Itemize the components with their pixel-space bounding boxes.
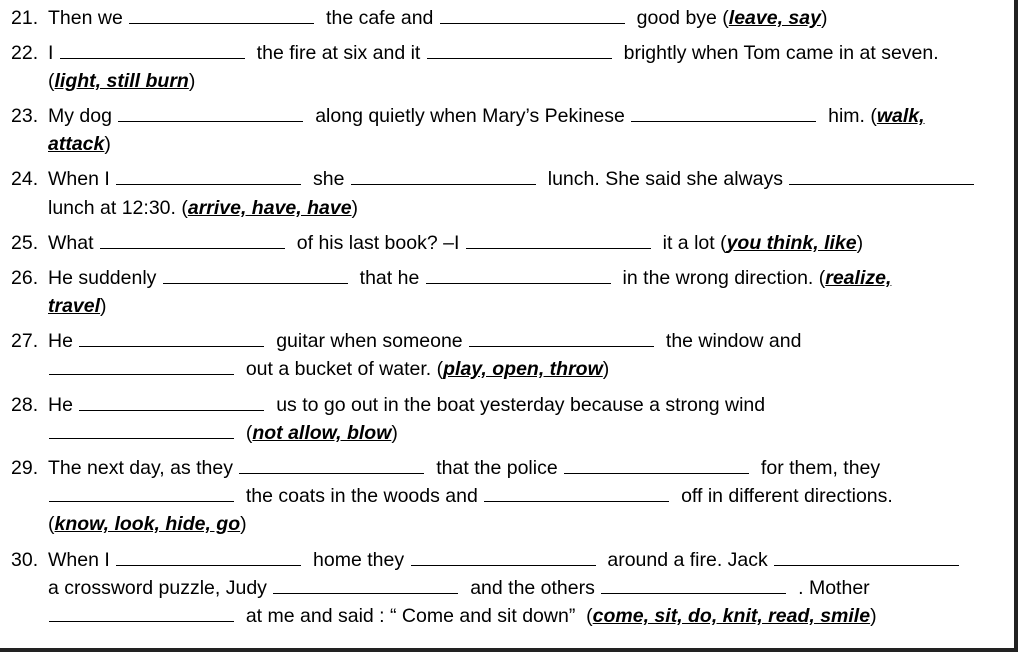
- exercise-line: [48, 576, 870, 602]
- sentence-text: ): [820, 7, 828, 29]
- sentence-text: ): [870, 605, 877, 627]
- item-number: 26.: [11, 267, 39, 289]
- verb-hint: know, look, hide, go: [54, 513, 241, 535]
- answer-blank[interactable]: [351, 168, 536, 185]
- sentence-text: us to go out in the boat yesterday because a strong wind: [265, 394, 766, 416]
- answer-blank[interactable]: [49, 605, 234, 622]
- answer-blank[interactable]: [116, 168, 301, 185]
- sentence-text: him. (: [817, 105, 877, 127]
- sentence-text: The next day, as they: [48, 457, 239, 479]
- answer-blank[interactable]: [79, 330, 264, 347]
- sentence-text: around a fire. Jack: [596, 549, 774, 571]
- sentence-text: When I: [48, 549, 116, 571]
- answer-blank[interactable]: [239, 457, 424, 474]
- sentence-text: at me and said : “ Come and sit down” (: [235, 605, 593, 627]
- exercise-line: [48, 604, 877, 630]
- item-number: 25.: [11, 232, 39, 254]
- answer-blank[interactable]: [631, 105, 816, 122]
- exercise-line: [48, 512, 247, 538]
- sentence-text: (: [48, 70, 55, 92]
- sentence-text: the window and: [655, 330, 802, 352]
- sentence-text: the fire at six and it: [245, 42, 426, 64]
- answer-blank[interactable]: [49, 358, 234, 375]
- verb-hint: realize,: [825, 267, 892, 289]
- verb-hint: play, open, throw: [443, 358, 603, 380]
- answer-blank[interactable]: [49, 422, 234, 439]
- exercise-line: [11, 41, 939, 67]
- exercise-line: [48, 294, 107, 320]
- answer-blank[interactable]: [116, 549, 301, 566]
- answer-blank[interactable]: [60, 42, 245, 59]
- sentence-text: lunch. She said she always: [536, 168, 789, 190]
- sentence-text: of his last book? –I: [285, 232, 465, 254]
- exercise-line: [48, 357, 609, 383]
- sentence-text: lunch at 12:30. (: [48, 197, 188, 219]
- sentence-text: He suddenly: [48, 267, 162, 289]
- sentence-text: ): [856, 232, 864, 254]
- sentence-text: out a bucket of water. (: [235, 358, 444, 380]
- verb-hint: walk,: [876, 105, 925, 127]
- answer-blank[interactable]: [273, 577, 458, 594]
- exercise-line: [48, 69, 195, 95]
- item-number: 29.: [11, 457, 39, 479]
- sentence-text: off in different directions.: [670, 485, 893, 507]
- exercise-line: [11, 6, 827, 32]
- item-number: 27.: [11, 330, 39, 352]
- exercise-line: [11, 266, 891, 292]
- exercise-line: [48, 484, 893, 510]
- sentence-text: I: [48, 42, 59, 64]
- exercise-line: [11, 393, 765, 419]
- answer-blank[interactable]: [79, 394, 264, 411]
- verb-hint: travel: [48, 295, 101, 317]
- sentence-text: brightly when Tom came in at seven.: [612, 42, 939, 64]
- answer-blank[interactable]: [129, 7, 314, 24]
- verb-hint: leave, say: [728, 7, 821, 29]
- sentence-text: the coats in the woods and: [235, 485, 484, 507]
- answer-blank[interactable]: [118, 105, 303, 122]
- verb-hint: not allow, blow: [252, 422, 392, 444]
- exercise-line: [48, 421, 398, 447]
- answer-blank[interactable]: [426, 267, 611, 284]
- sentence-text: ): [351, 197, 359, 219]
- sentence-text: good bye (: [625, 7, 729, 29]
- answer-blank[interactable]: [427, 42, 612, 59]
- sentence-text: . Mother: [787, 577, 870, 599]
- sentence-text: When I: [48, 168, 116, 190]
- answer-blank[interactable]: [601, 577, 786, 594]
- sentence-text: that the police: [425, 457, 564, 479]
- sentence-text: ): [602, 358, 610, 380]
- item-number: 23.: [11, 105, 39, 127]
- sentence-text: ): [100, 295, 107, 317]
- sentence-text: the cafe and: [315, 7, 439, 29]
- verb-hint: you think, like: [726, 232, 857, 254]
- sentence-text: My dog: [48, 105, 118, 127]
- item-number: 28.: [11, 394, 39, 416]
- sentence-text: (: [48, 513, 55, 535]
- sentence-text: she: [302, 168, 350, 190]
- item-number: 30.: [11, 549, 39, 571]
- sentence-text: in the wrong direction. (: [611, 267, 826, 289]
- answer-blank[interactable]: [440, 7, 625, 24]
- sentence-text: Then we: [48, 7, 129, 29]
- sentence-text: that he: [348, 267, 425, 289]
- sentence-text: home they: [302, 549, 410, 571]
- answer-blank[interactable]: [789, 168, 974, 185]
- sentence-text: a crossword puzzle, Judy: [48, 577, 273, 599]
- exercise-line: [11, 167, 975, 193]
- sentence-text: He: [48, 330, 79, 352]
- sentence-text: ): [240, 513, 247, 535]
- sentence-text: it a lot (: [651, 232, 727, 254]
- sentence-text: for them, they: [750, 457, 881, 479]
- answer-blank[interactable]: [466, 232, 651, 249]
- answer-blank[interactable]: [411, 549, 596, 566]
- exercise-line: [11, 456, 880, 482]
- item-number: 21.: [11, 7, 39, 29]
- answer-blank[interactable]: [100, 232, 285, 249]
- answer-blank[interactable]: [484, 485, 669, 502]
- answer-blank[interactable]: [469, 330, 654, 347]
- sentence-text: guitar when someone: [265, 330, 469, 352]
- sentence-text: and the others: [459, 577, 601, 599]
- verb-hint: come, sit, do, knit, read, smile: [592, 605, 871, 627]
- sentence-text: What: [48, 232, 99, 254]
- verb-hint: light, still burn: [54, 70, 189, 92]
- sentence-text: He: [48, 394, 79, 416]
- verb-hint: arrive, have, have: [187, 197, 352, 219]
- item-number: 22.: [11, 42, 39, 64]
- exercise-line: [48, 196, 358, 222]
- exercise-line: [11, 231, 863, 257]
- sentence-text: along quietly when Mary’s Pekinese: [304, 105, 631, 127]
- sentence-text: ): [188, 70, 196, 92]
- answer-blank[interactable]: [163, 267, 348, 284]
- answer-blank[interactable]: [564, 457, 749, 474]
- answer-blank[interactable]: [774, 549, 959, 566]
- answer-blank[interactable]: [49, 485, 234, 502]
- sentence-text: (: [235, 422, 253, 444]
- exercise-line: [11, 104, 925, 130]
- sentence-text: ): [391, 422, 398, 444]
- sentence-text: ): [104, 133, 111, 155]
- exercise-line: [11, 329, 801, 355]
- verb-hint: attack: [48, 133, 105, 155]
- item-number: 24.: [11, 168, 39, 190]
- exercise-line: [11, 548, 960, 574]
- exercise-line: [48, 132, 111, 158]
